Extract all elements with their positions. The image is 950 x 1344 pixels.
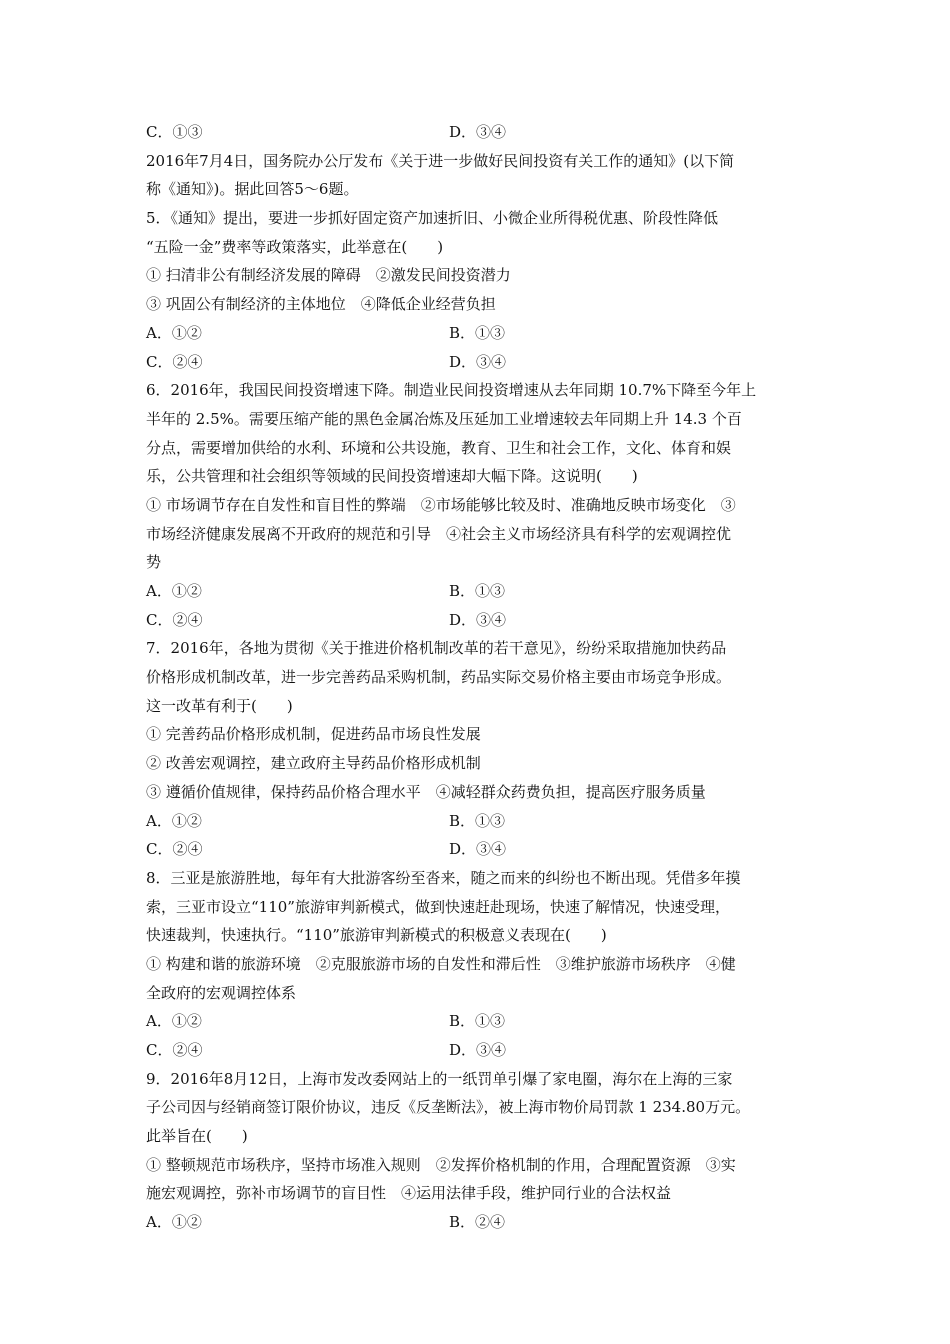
option-c: C．②④ bbox=[146, 840, 203, 859]
options-row bbox=[146, 577, 816, 606]
options-row bbox=[146, 1007, 816, 1036]
option-b: B．①③ bbox=[449, 1012, 506, 1031]
question-stem: 这一改革有利于( ) bbox=[146, 696, 293, 715]
question-statement: ① 扫清非公有制经济发展的障碍 ②激发民间投资潜力 bbox=[146, 266, 511, 285]
question-statement: ① 完善药品价格形成机制，促进药品市场良性发展 bbox=[146, 725, 481, 744]
question-stem: “五险一金”费率等政策落实，此举意在( ) bbox=[146, 237, 444, 256]
options-row bbox=[146, 1208, 816, 1237]
question-stem: 7．2016年，各地为贯彻《关于推进价格机制改革的若干意见》，纷纷采取措施加快药品 bbox=[146, 639, 727, 658]
question-stem: 半年的 2.5%。需要压缩产能的黑色金属冶炼及压延加工业增速较去年同期上升 14.3 个百 bbox=[146, 409, 742, 428]
option-a: A．①② bbox=[146, 1012, 202, 1031]
option-d: D．③④ bbox=[449, 123, 507, 141]
options-row bbox=[146, 807, 816, 836]
question-stem: 6．2016年，我国民间投资增速下降。制造业民间投资增速从去年同期 10.7%下降至今年上 bbox=[146, 381, 757, 400]
question-statement: 市场经济健康发展离不开政府的规范和引导 ④社会主义市场经济具有科学的宏观调控优 bbox=[146, 524, 732, 543]
question-statement: ① 构建和谐的旅游环境 ②克服旅游市场的自发性和滞后性 ③维护旅游市场秩序 ④健 bbox=[146, 954, 736, 973]
option-d: D．③④ bbox=[449, 610, 507, 629]
question-statement: 势 bbox=[146, 553, 162, 572]
option-c: C．②④ bbox=[146, 352, 203, 371]
option-b: B．①③ bbox=[449, 582, 506, 600]
question-stem: 索，三亚市设立“110”旅游审判新模式，做到快速赶赴现场，快速了解情况，快速受理， bbox=[146, 897, 730, 916]
intro-line: 2016年7月4日，国务院办公厅发布《关于进一步做好民间投资有关工作的通知》(以下简 bbox=[146, 151, 735, 170]
question-8 bbox=[146, 864, 816, 1065]
page-content bbox=[146, 118, 816, 1237]
option-a: A．①② bbox=[146, 1213, 202, 1232]
options-row bbox=[146, 118, 816, 147]
option-a: A．①② bbox=[146, 582, 202, 600]
question-6 bbox=[146, 376, 816, 634]
question-5 bbox=[146, 204, 816, 376]
question-stem: 价格形成机制改革，进一步完善药品采购机制，药品实际交易价格主要由市场竞争形成。 bbox=[146, 668, 732, 687]
option-d: D．③④ bbox=[449, 1041, 507, 1059]
option-c: C．①③ bbox=[146, 123, 203, 141]
question-statement: ③ 遵循价值规律，保持药品价格合理水平 ④减轻群众药费负担，提高医疗服务质量 bbox=[146, 782, 706, 801]
option-c: C．②④ bbox=[146, 1041, 203, 1059]
option-a: A．①② bbox=[146, 323, 202, 342]
question-statement: ③ 巩固公有制经济的主体地位 ④降低企业经营负担 bbox=[146, 295, 496, 314]
option-a: A．①② bbox=[146, 811, 202, 830]
option-c: C．②④ bbox=[146, 610, 203, 629]
intro-line: 称《通知》)。据此回答5～6题。 bbox=[146, 180, 359, 199]
question-statement: 施宏观调控，弥补市场调节的盲目性 ④运用法律手段，维护同行业的合法权益 bbox=[146, 1184, 672, 1203]
question-statement: ① 整顿规范市场秩序，坚持市场准入规则 ②发挥价格机制的作用，合理配置资源 ③实 bbox=[146, 1155, 736, 1174]
question-stem: 快速裁判，快速执行。“110”旅游审判新模式的积极意义表现在( ) bbox=[146, 926, 607, 945]
option-d: D．③④ bbox=[449, 840, 507, 859]
question-statement: ① 市场调节存在自发性和盲目性的弊端 ②市场能够比较及时、准确地反映市场变化 ③ bbox=[146, 495, 736, 514]
options-row bbox=[146, 835, 816, 864]
option-b: B．①③ bbox=[449, 323, 506, 342]
question-stem: 9．2016年8月12日，上海市发改委网站上的一纸罚单引爆了家电圈，海尔在上海的三家 bbox=[146, 1069, 733, 1088]
options-row bbox=[146, 348, 816, 377]
question-7 bbox=[146, 634, 816, 864]
option-b: B．①③ bbox=[449, 811, 506, 830]
question-stem: 5．《通知》提出，要进一步抓好固定资产加速折旧、小微企业所得税优惠、阶段性降低 bbox=[146, 209, 719, 228]
question-stem: 乐，公共管理和社会组织等领域的民间投资增速却大幅下降。这说明( ) bbox=[146, 467, 638, 486]
options-row bbox=[146, 606, 816, 635]
option-d: D．③④ bbox=[449, 352, 507, 371]
question-stem: 此举旨在( ) bbox=[146, 1127, 248, 1146]
question-stem: 8．三亚是旅游胜地，每年有大批游客纷至沓来，随之而来的纠纷也不断出现。凭借多年摸 bbox=[146, 868, 741, 887]
question-stem: 子公司因与经销商签订限价协议，违反《反垄断法》，被上海市物价局罚款 1 234.80万元。 bbox=[146, 1098, 751, 1117]
question-statement: ② 改善宏观调控，建立政府主导药品价格形成机制 bbox=[146, 754, 481, 773]
question-stem: 分点，需要增加供给的水利、环境和公共设施，教育、卫生和社会工作，文化、体育和娱 bbox=[146, 438, 732, 457]
question-statement: 全政府的宏观调控体系 bbox=[146, 983, 297, 1002]
option-b: B．②④ bbox=[449, 1213, 506, 1232]
options-row bbox=[146, 1036, 816, 1065]
question-9 bbox=[146, 1065, 816, 1237]
options-row bbox=[146, 319, 816, 348]
